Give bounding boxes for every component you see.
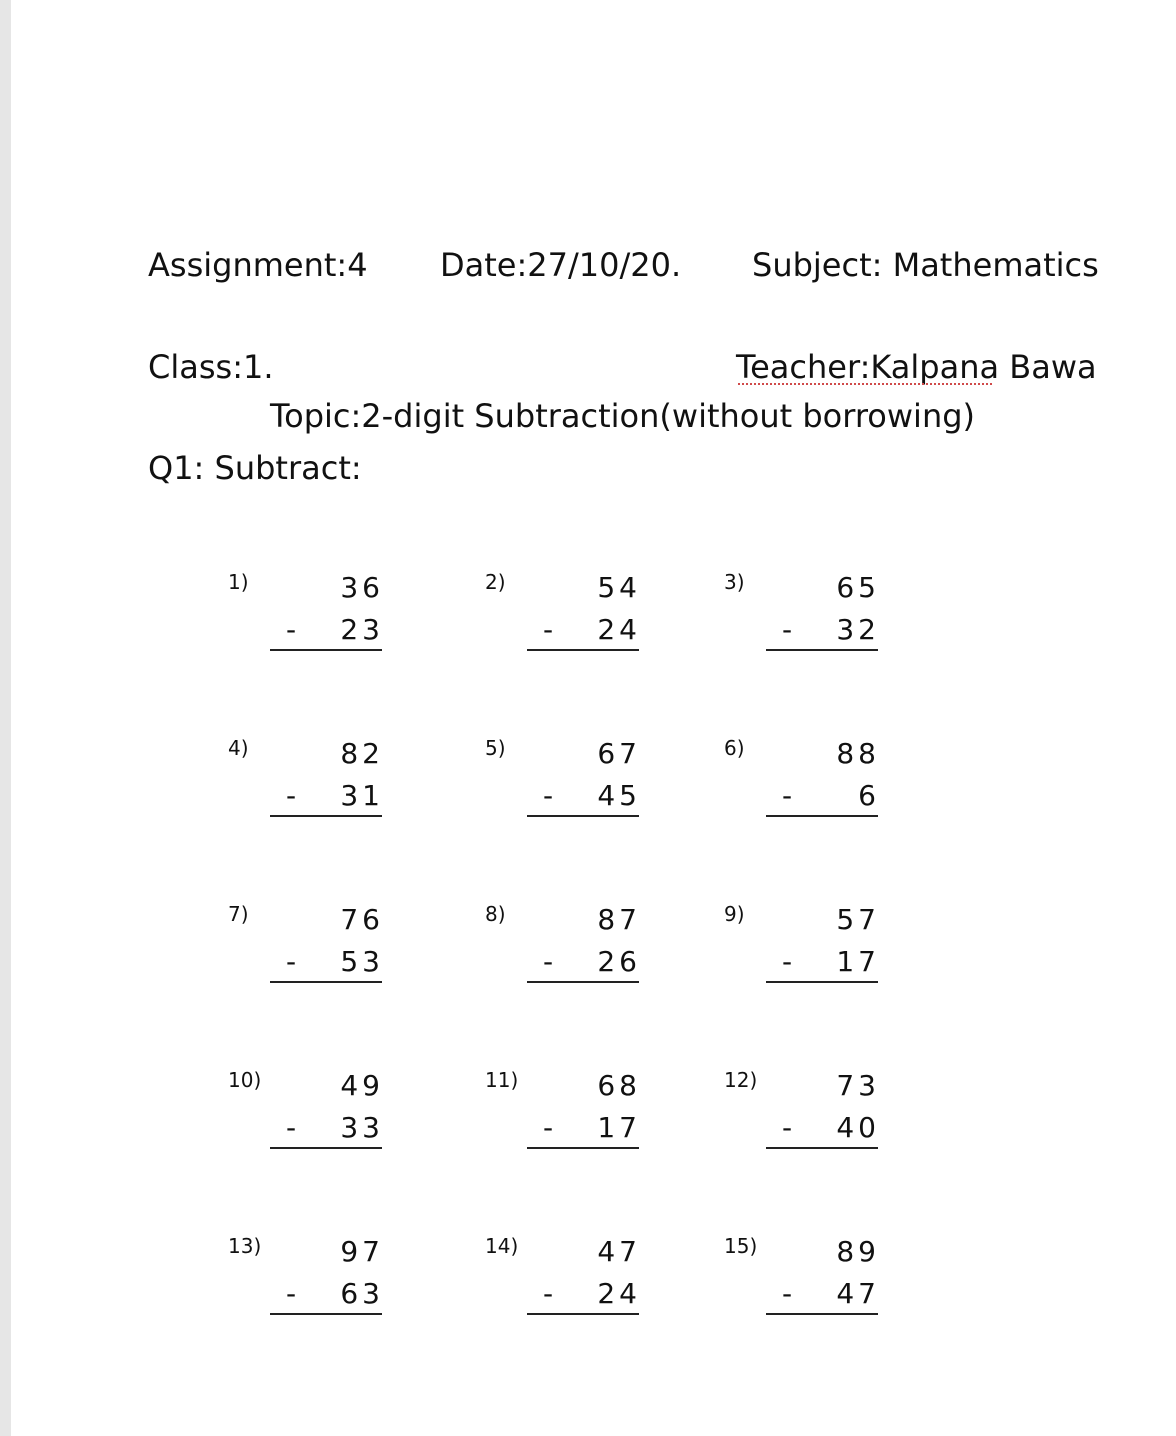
problem-number: 15)	[724, 1234, 758, 1258]
subtrahend: 53	[340, 945, 384, 978]
answer-line	[270, 981, 382, 983]
subtraction-problem	[485, 1236, 685, 1346]
subtrahend: 31	[340, 779, 384, 812]
problem-number: 5)	[485, 736, 506, 760]
minuend: 76	[340, 903, 384, 936]
subtrahend: 47	[836, 1277, 880, 1310]
subtraction-problem	[485, 1070, 685, 1180]
problem-number: 13)	[228, 1234, 262, 1258]
subtraction-problem	[228, 572, 428, 682]
minus-sign: -	[543, 1111, 554, 1144]
problem-number: 6)	[724, 736, 745, 760]
problem-number: 8)	[485, 902, 506, 926]
date-label: Date:27/10/20.	[440, 246, 682, 284]
subtrahend: 63	[340, 1277, 384, 1310]
subtraction-problem	[485, 572, 685, 682]
answer-line	[270, 1147, 382, 1149]
minus-sign: -	[543, 945, 554, 978]
answer-line	[766, 815, 878, 817]
minuend: 89	[836, 1235, 880, 1268]
subtraction-problem	[228, 1070, 428, 1180]
subtrahend: 6	[858, 779, 880, 812]
problem-number: 9)	[724, 902, 745, 926]
subtraction-problem	[724, 904, 924, 1014]
minuend: 49	[340, 1069, 384, 1102]
minus-sign: -	[782, 779, 793, 812]
subtrahend: 24	[597, 1277, 641, 1310]
minus-sign: -	[782, 945, 793, 978]
subtraction-problem	[724, 572, 924, 682]
problem-number: 4)	[228, 736, 249, 760]
minus-sign: -	[543, 1277, 554, 1310]
answer-line	[766, 649, 878, 651]
minus-sign: -	[286, 613, 297, 646]
subtrahend: 26	[597, 945, 641, 978]
subtraction-problem	[485, 738, 685, 848]
answer-line	[766, 1313, 878, 1315]
minus-sign: -	[286, 1277, 297, 1310]
answer-line	[766, 981, 878, 983]
subtraction-problem	[724, 1236, 924, 1346]
subtrahend: 17	[836, 945, 880, 978]
topic-label: Topic:2-digit Subtraction(without borrowing)	[270, 397, 976, 435]
spellcheck-underline	[738, 383, 992, 385]
minuend: 87	[597, 903, 641, 936]
minus-sign: -	[543, 613, 554, 646]
subject-label: Subject: Mathematics	[752, 246, 1099, 284]
subtraction-problem	[485, 904, 685, 1014]
problem-number: 11)	[485, 1068, 519, 1092]
minuend: 57	[836, 903, 880, 936]
minus-sign: -	[286, 945, 297, 978]
answer-line	[270, 815, 382, 817]
minuend: 54	[597, 571, 641, 604]
question-label: Q1: Subtract:	[148, 449, 362, 487]
answer-line	[527, 981, 639, 983]
answer-line	[270, 649, 382, 651]
teacher-label: Teacher:Kalpana Bawa	[736, 348, 1097, 386]
subtrahend: 23	[340, 613, 384, 646]
subtrahend: 32	[836, 613, 880, 646]
minus-sign: -	[782, 1277, 793, 1310]
minuend: 73	[836, 1069, 880, 1102]
minus-sign: -	[286, 1111, 297, 1144]
subtraction-problem	[228, 738, 428, 848]
page-left-edge	[0, 0, 11, 1436]
subtraction-problem	[228, 904, 428, 1014]
minuend: 68	[597, 1069, 641, 1102]
subtraction-problem	[228, 1236, 428, 1346]
problem-number: 3)	[724, 570, 745, 594]
problem-number: 1)	[228, 570, 249, 594]
subtrahend: 24	[597, 613, 641, 646]
answer-line	[527, 1147, 639, 1149]
subtrahend: 33	[340, 1111, 384, 1144]
minuend: 88	[836, 737, 880, 770]
class-label: Class:1.	[148, 348, 274, 386]
minuend: 82	[340, 737, 384, 770]
problem-number: 7)	[228, 902, 249, 926]
subtraction-problem	[724, 1070, 924, 1180]
subtrahend: 45	[597, 779, 641, 812]
problem-number: 12)	[724, 1068, 758, 1092]
problem-number: 14)	[485, 1234, 519, 1258]
minuend: 65	[836, 571, 880, 604]
answer-line	[527, 815, 639, 817]
minus-sign: -	[543, 779, 554, 812]
assignment-label: Assignment:4	[148, 246, 368, 284]
problem-number: 2)	[485, 570, 506, 594]
answer-line	[527, 649, 639, 651]
answer-line	[527, 1313, 639, 1315]
answer-line	[270, 1313, 382, 1315]
minus-sign: -	[286, 779, 297, 812]
minuend: 97	[340, 1235, 384, 1268]
subtraction-problem	[724, 738, 924, 848]
answer-line	[766, 1147, 878, 1149]
subtrahend: 40	[836, 1111, 880, 1144]
problem-number: 10)	[228, 1068, 262, 1092]
minus-sign: -	[782, 613, 793, 646]
minuend: 47	[597, 1235, 641, 1268]
minus-sign: -	[782, 1111, 793, 1144]
minuend: 36	[340, 571, 384, 604]
subtrahend: 17	[597, 1111, 641, 1144]
minuend: 67	[597, 737, 641, 770]
